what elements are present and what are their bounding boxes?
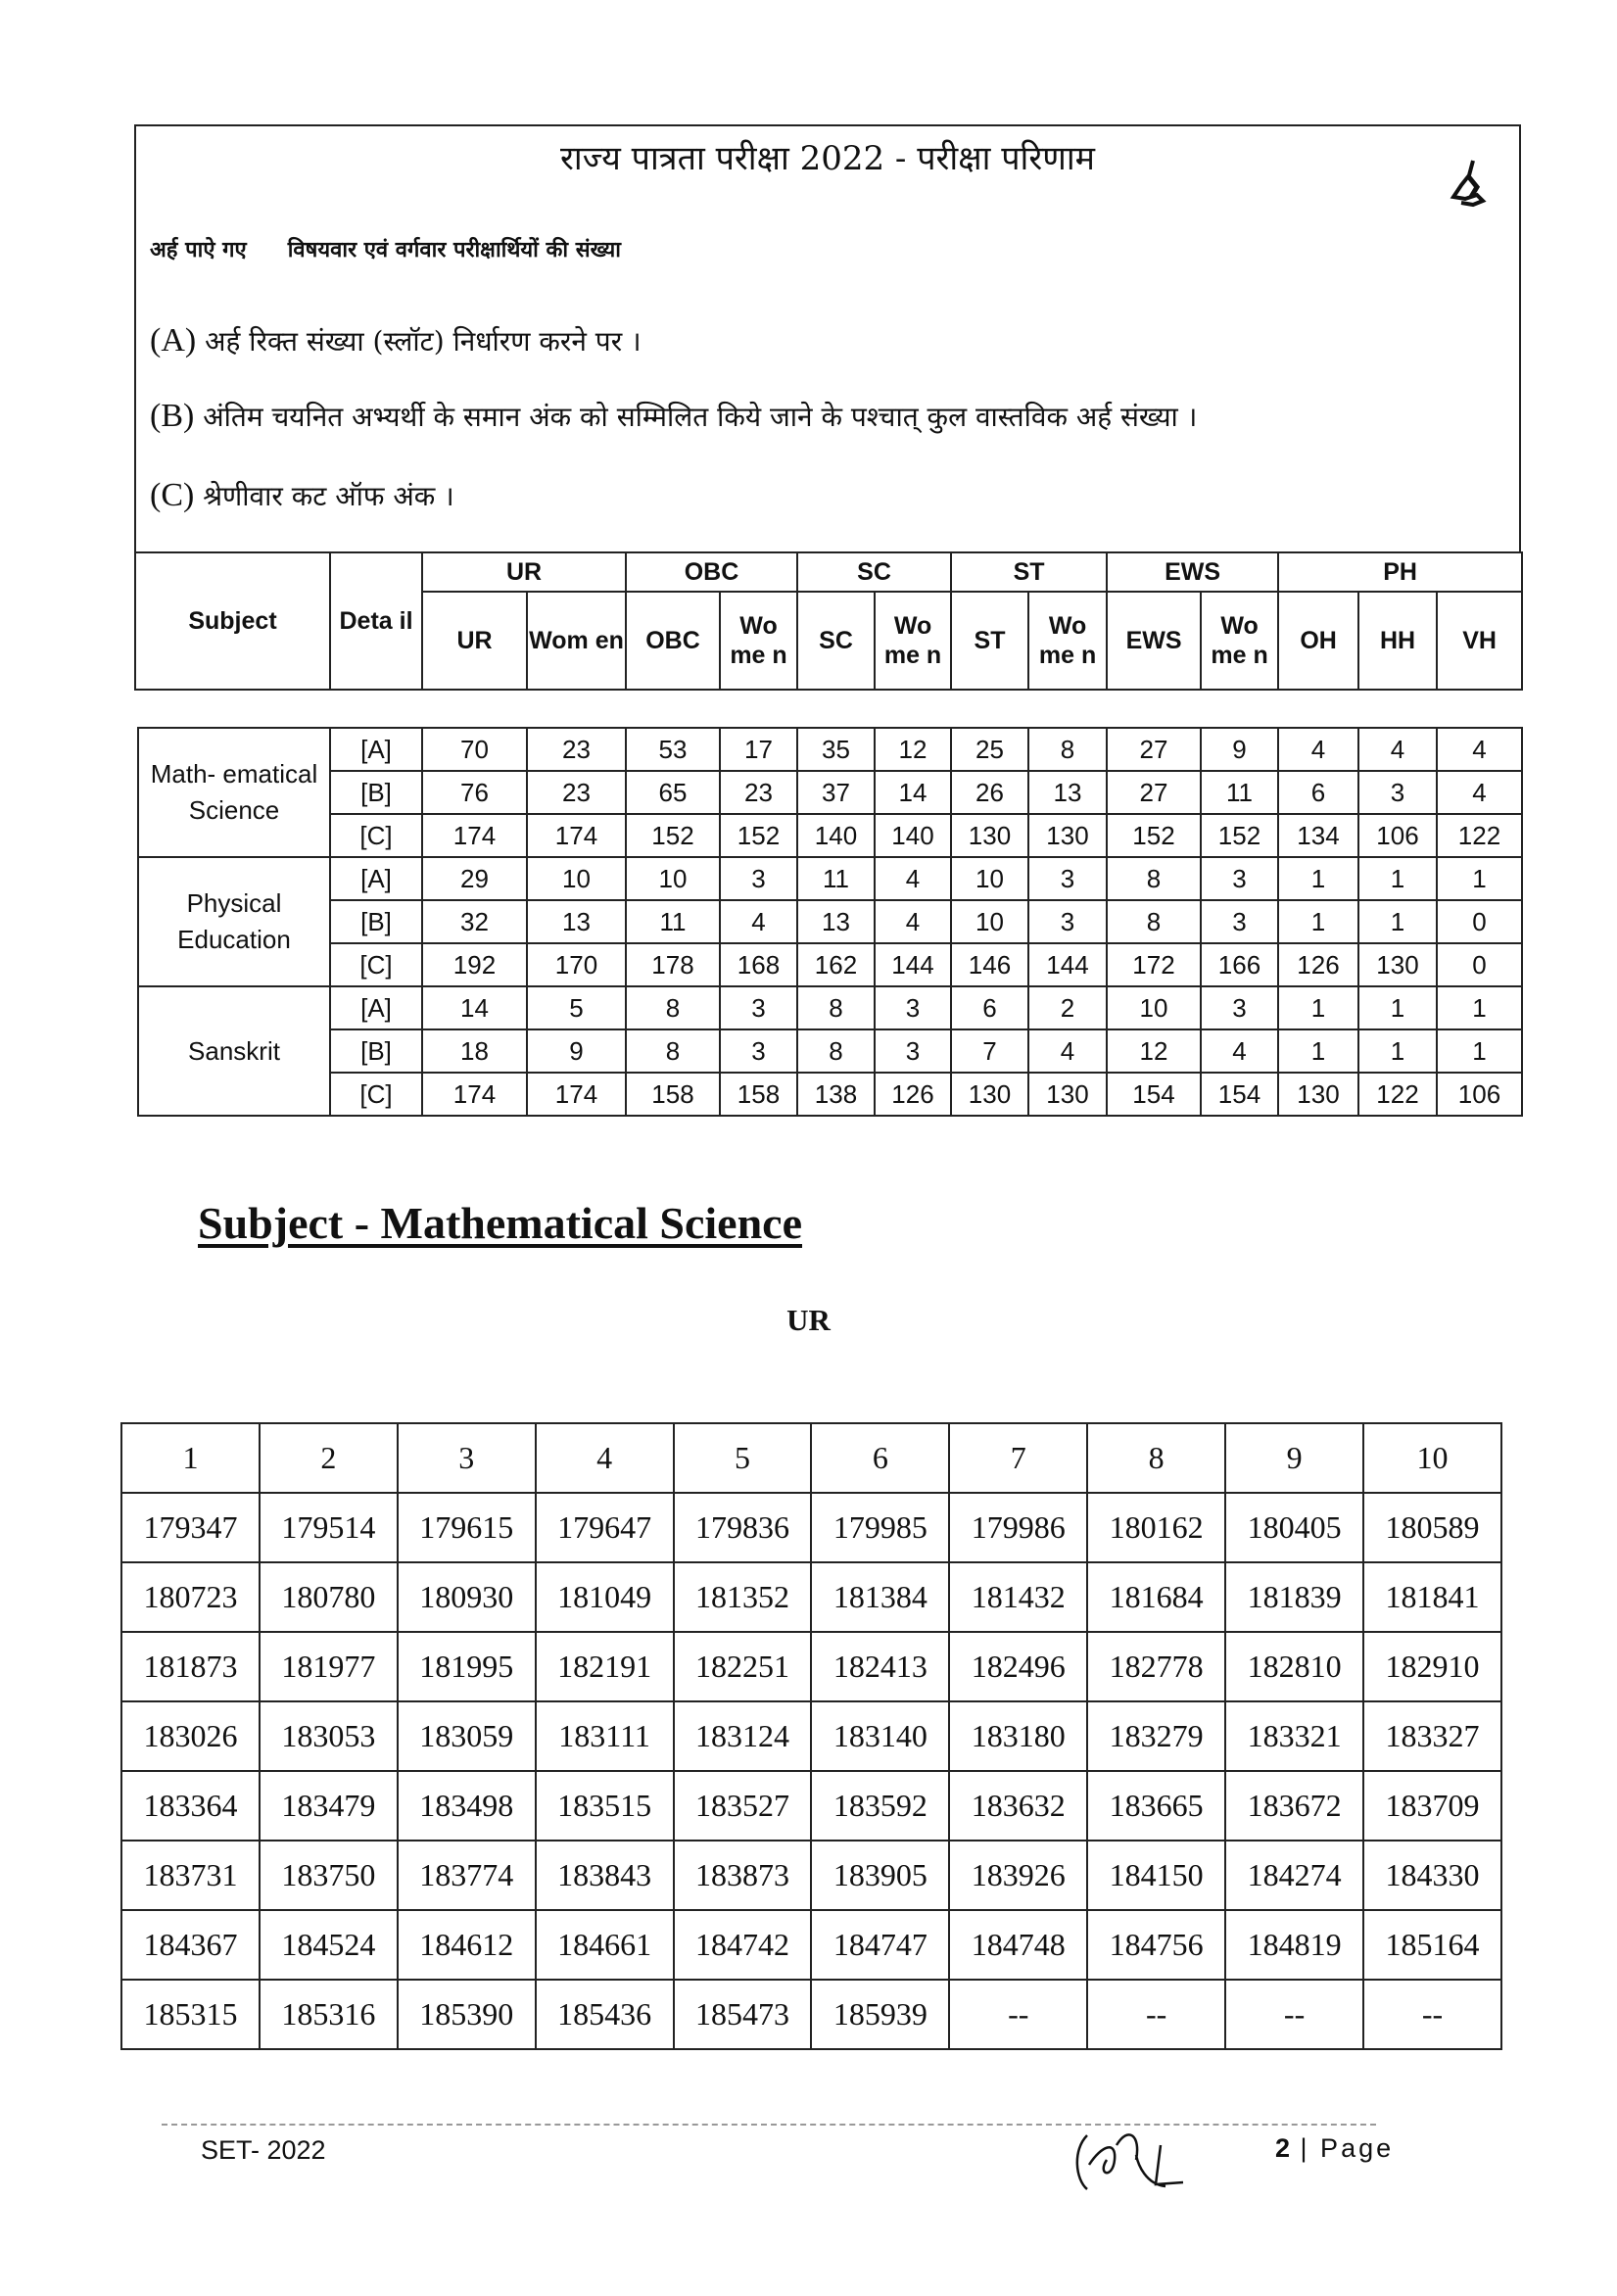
value-cell: 1 bbox=[1437, 986, 1522, 1029]
note-text: अंतिम चयनित अभ्यर्थी के समान अंक को सम्मिलित किये जाने के पश्चात् कुल वास्तविक अर्ह संख्या । bbox=[203, 401, 1198, 433]
value-cell: 162 bbox=[797, 943, 875, 986]
value-cell: 3 bbox=[1028, 900, 1107, 943]
value-cell: 122 bbox=[1437, 814, 1522, 857]
value-cell: 26 bbox=[951, 771, 1028, 814]
roll-number-cell: 183515 bbox=[536, 1771, 674, 1841]
table-row bbox=[121, 1980, 1501, 2049]
roll-number-cell: 181995 bbox=[398, 1632, 536, 1701]
table-row bbox=[138, 900, 1522, 943]
page-indicator bbox=[1275, 2133, 1394, 2164]
value-cell: 106 bbox=[1358, 814, 1437, 857]
roll-number-cell: 184367 bbox=[121, 1910, 260, 1980]
roll-number-cell: 182778 bbox=[1087, 1632, 1225, 1701]
roll-number-cell: 181839 bbox=[1225, 1562, 1363, 1632]
roll-number-cell: 185939 bbox=[811, 1980, 949, 2049]
result-table-header bbox=[134, 551, 1523, 691]
roll-number-cell: 179986 bbox=[949, 1493, 1087, 1562]
value-cell: 14 bbox=[422, 986, 527, 1029]
roll-number-cell: 185390 bbox=[398, 1980, 536, 2049]
roll-number-cell: 181049 bbox=[536, 1562, 674, 1632]
roll-number-cell: 183926 bbox=[949, 1841, 1087, 1910]
note-key: (B) bbox=[150, 398, 195, 434]
detail-cell: [B] bbox=[330, 771, 422, 814]
value-cell: 27 bbox=[1107, 728, 1201, 771]
value-cell: 152 bbox=[626, 814, 720, 857]
detail-cell: [A] bbox=[330, 728, 422, 771]
value-cell: 10 bbox=[951, 900, 1028, 943]
roll-number-cell: 182496 bbox=[949, 1632, 1087, 1701]
value-cell: 168 bbox=[720, 943, 797, 986]
value-cell: 152 bbox=[1107, 814, 1201, 857]
value-cell: 174 bbox=[527, 814, 626, 857]
subheader-cell: UR bbox=[422, 592, 527, 690]
detail-cell: [B] bbox=[330, 1029, 422, 1073]
value-cell: 25 bbox=[951, 728, 1028, 771]
group-header: SC bbox=[797, 552, 951, 592]
note-text: श्रेणीवार कट ऑफ अंक । bbox=[203, 480, 454, 512]
value-cell: 76 bbox=[422, 771, 527, 814]
roll-number-cell: 183026 bbox=[121, 1701, 260, 1771]
subheader-cell: Wo me n bbox=[1028, 592, 1107, 690]
value-cell: 170 bbox=[527, 943, 626, 986]
value-cell: 130 bbox=[1028, 1073, 1107, 1116]
roll-header-cell: 2 bbox=[260, 1423, 398, 1493]
roll-number-cell: 183774 bbox=[398, 1841, 536, 1910]
roll-number-cell: 183053 bbox=[260, 1701, 398, 1771]
value-cell: 140 bbox=[875, 814, 951, 857]
roll-header-cell: 6 bbox=[811, 1423, 949, 1493]
detail-cell: [A] bbox=[330, 986, 422, 1029]
roll-number-cell: 184330 bbox=[1363, 1841, 1501, 1910]
value-cell: 130 bbox=[1358, 943, 1437, 986]
value-cell: 1 bbox=[1358, 986, 1437, 1029]
value-cell: 154 bbox=[1107, 1073, 1201, 1116]
value-cell: 9 bbox=[1201, 728, 1278, 771]
roll-number-cell: 185164 bbox=[1363, 1910, 1501, 1980]
detail-cell: [B] bbox=[330, 900, 422, 943]
roll-number-cell: 183843 bbox=[536, 1841, 674, 1910]
roll-number-cell: 183140 bbox=[811, 1701, 949, 1771]
value-cell: 4 bbox=[1201, 1029, 1278, 1073]
roll-number-cell: 182810 bbox=[1225, 1632, 1363, 1701]
value-cell: 3 bbox=[1201, 986, 1278, 1029]
subheader-cell: ST bbox=[951, 592, 1028, 690]
roll-number-cell: 181977 bbox=[260, 1632, 398, 1701]
roll-number-cell: 180162 bbox=[1087, 1493, 1225, 1562]
page-number: 2 bbox=[1275, 2133, 1291, 2163]
value-cell: 37 bbox=[797, 771, 875, 814]
table-row bbox=[121, 1771, 1501, 1841]
value-cell: 8 bbox=[626, 986, 720, 1029]
value-cell: 10 bbox=[626, 857, 720, 900]
roll-number-cell: 183731 bbox=[121, 1841, 260, 1910]
value-cell: 122 bbox=[1358, 1073, 1437, 1116]
page-label: | Page bbox=[1300, 2133, 1395, 2163]
roll-number-cell: 184756 bbox=[1087, 1910, 1225, 1980]
value-cell: 154 bbox=[1201, 1073, 1278, 1116]
value-cell: 3 bbox=[875, 1029, 951, 1073]
value-cell: 53 bbox=[626, 728, 720, 771]
roll-number-cell: 179347 bbox=[121, 1493, 260, 1562]
roll-header-cell: 9 bbox=[1225, 1423, 1363, 1493]
detail-cell: [A] bbox=[330, 857, 422, 900]
value-cell: 130 bbox=[951, 814, 1028, 857]
value-cell: 192 bbox=[422, 943, 527, 986]
roll-number-cell: 184748 bbox=[949, 1910, 1087, 1980]
value-cell: 172 bbox=[1107, 943, 1201, 986]
value-cell: 126 bbox=[1278, 943, 1358, 986]
subheader-cell: HH bbox=[1358, 592, 1437, 690]
value-cell: 126 bbox=[875, 1073, 951, 1116]
roll-number-table bbox=[120, 1422, 1502, 2050]
subject-cell: Sanskrit bbox=[138, 986, 330, 1116]
note-b bbox=[150, 398, 1197, 435]
subheader-cell: Wo me n bbox=[875, 592, 951, 690]
subheader-cell: EWS bbox=[1107, 592, 1201, 690]
roll-number-cell: 181841 bbox=[1363, 1562, 1501, 1632]
value-cell: 12 bbox=[1107, 1029, 1201, 1073]
value-cell: 1 bbox=[1358, 1029, 1437, 1073]
value-cell: 1 bbox=[1358, 900, 1437, 943]
roll-number-cell: 180723 bbox=[121, 1562, 260, 1632]
value-cell: 134 bbox=[1278, 814, 1358, 857]
roll-number-cell: 182251 bbox=[674, 1632, 812, 1701]
value-cell: 8 bbox=[1107, 900, 1201, 943]
value-cell: 158 bbox=[626, 1073, 720, 1116]
roll-number-cell: 184819 bbox=[1225, 1910, 1363, 1980]
roll-header-cell: 10 bbox=[1363, 1423, 1501, 1493]
roll-number-cell: 180780 bbox=[260, 1562, 398, 1632]
subject-cell: Math- ematical Science bbox=[138, 728, 330, 857]
roll-header-cell: 3 bbox=[398, 1423, 536, 1493]
subtitle-left: अर्ह पाऐ गए bbox=[150, 238, 247, 263]
roll-number-cell: 181873 bbox=[121, 1632, 260, 1701]
subheader-cell: VH bbox=[1437, 592, 1522, 690]
value-cell: 144 bbox=[1028, 943, 1107, 986]
roll-number-cell: 179514 bbox=[260, 1493, 398, 1562]
table-row bbox=[138, 1029, 1522, 1073]
value-cell: 140 bbox=[797, 814, 875, 857]
roll-number-cell: 180589 bbox=[1363, 1493, 1501, 1562]
roll-number-cell: 179615 bbox=[398, 1493, 536, 1562]
value-cell: 3 bbox=[720, 1029, 797, 1073]
value-cell: 0 bbox=[1437, 943, 1522, 986]
roll-number-cell: 183750 bbox=[260, 1841, 398, 1910]
subheader-cell: Wom en bbox=[527, 592, 626, 690]
category-label: UR bbox=[786, 1303, 831, 1337]
roll-number-cell: 179985 bbox=[811, 1493, 949, 1562]
detail-cell: [C] bbox=[330, 943, 422, 986]
roll-number-cell: 185316 bbox=[260, 1980, 398, 2049]
value-cell: 1 bbox=[1278, 900, 1358, 943]
roll-number-cell: 181352 bbox=[674, 1562, 812, 1632]
value-cell: 10 bbox=[1107, 986, 1201, 1029]
value-cell: 130 bbox=[1028, 814, 1107, 857]
value-cell: 70 bbox=[422, 728, 527, 771]
subheader-cell: SC bbox=[797, 592, 875, 690]
value-cell: 4 bbox=[1278, 728, 1358, 771]
value-cell: 11 bbox=[626, 900, 720, 943]
roll-number-cell: 179647 bbox=[536, 1493, 674, 1562]
value-cell: 4 bbox=[1358, 728, 1437, 771]
value-cell: 1 bbox=[1278, 986, 1358, 1029]
roll-number-cell: 184661 bbox=[536, 1910, 674, 1980]
roll-number-cell: 182413 bbox=[811, 1632, 949, 1701]
table-row bbox=[138, 1073, 1522, 1116]
value-cell: 11 bbox=[1201, 771, 1278, 814]
subject-header: Subject bbox=[135, 552, 330, 690]
roll-number-cell: -- bbox=[1363, 1980, 1501, 2049]
value-cell: 3 bbox=[720, 986, 797, 1029]
value-cell: 1 bbox=[1278, 857, 1358, 900]
subheader-cell: Wo me n bbox=[1201, 592, 1278, 690]
value-cell: 178 bbox=[626, 943, 720, 986]
value-cell: 4 bbox=[720, 900, 797, 943]
value-cell: 11 bbox=[797, 857, 875, 900]
roll-number-cell: 183632 bbox=[949, 1771, 1087, 1841]
table-row bbox=[121, 1910, 1501, 1980]
value-cell: 174 bbox=[422, 814, 527, 857]
value-cell: 8 bbox=[1107, 857, 1201, 900]
roll-number-cell: 183279 bbox=[1087, 1701, 1225, 1771]
value-cell: 17 bbox=[720, 728, 797, 771]
roll-number-cell: 185473 bbox=[674, 1980, 812, 2049]
roll-number-cell: 181432 bbox=[949, 1562, 1087, 1632]
value-cell: 5 bbox=[527, 986, 626, 1029]
roll-number-cell: 184612 bbox=[398, 1910, 536, 1980]
group-header: PH bbox=[1278, 552, 1522, 592]
value-cell: 130 bbox=[1278, 1073, 1358, 1116]
value-cell: 1 bbox=[1278, 1029, 1358, 1073]
roll-number-cell: 183592 bbox=[811, 1771, 949, 1841]
value-cell: 27 bbox=[1107, 771, 1201, 814]
value-cell: 13 bbox=[527, 900, 626, 943]
table-row bbox=[121, 1701, 1501, 1771]
value-cell: 3 bbox=[720, 857, 797, 900]
value-cell: 18 bbox=[422, 1029, 527, 1073]
table-row bbox=[138, 814, 1522, 857]
roll-number-cell: 180405 bbox=[1225, 1493, 1363, 1562]
roll-number-cell: 183327 bbox=[1363, 1701, 1501, 1771]
group-header: ST bbox=[951, 552, 1107, 592]
value-cell: 8 bbox=[797, 1029, 875, 1073]
roll-number-cell: 184274 bbox=[1225, 1841, 1363, 1910]
roll-number-cell: 184747 bbox=[811, 1910, 949, 1980]
value-cell: 23 bbox=[527, 728, 626, 771]
roll-number-cell: -- bbox=[949, 1980, 1087, 2049]
value-cell: 10 bbox=[951, 857, 1028, 900]
note-a bbox=[150, 322, 642, 359]
roll-number-cell: 185436 bbox=[536, 1980, 674, 2049]
value-cell: 1 bbox=[1437, 857, 1522, 900]
roll-number-cell: 183905 bbox=[811, 1841, 949, 1910]
roll-number-cell: 183180 bbox=[949, 1701, 1087, 1771]
subtitle-right: विषयवार एवं वर्गवार परीक्षार्थियों की संख्या bbox=[287, 238, 621, 263]
roll-number-cell: 184742 bbox=[674, 1910, 812, 1980]
group-header: EWS bbox=[1107, 552, 1278, 592]
header-box bbox=[134, 124, 1521, 551]
value-cell: 152 bbox=[720, 814, 797, 857]
subheader-cell: Wo me n bbox=[720, 592, 797, 690]
value-cell: 4 bbox=[1437, 728, 1522, 771]
roll-number-cell: 179836 bbox=[674, 1493, 812, 1562]
roll-number-cell: 183111 bbox=[536, 1701, 674, 1771]
roll-number-cell: 183527 bbox=[674, 1771, 812, 1841]
subject-cell: Physical Education bbox=[138, 857, 330, 986]
group-header: OBC bbox=[626, 552, 797, 592]
section-title: Subject - Mathematical Science bbox=[198, 1198, 803, 1248]
table-row bbox=[138, 857, 1522, 900]
value-cell: 2 bbox=[1028, 986, 1107, 1029]
signature-initials bbox=[1068, 2106, 1205, 2224]
roll-number-cell: 183672 bbox=[1225, 1771, 1363, 1841]
roll-header-cell: 7 bbox=[949, 1423, 1087, 1493]
value-cell: 3 bbox=[875, 986, 951, 1029]
roll-number-cell: 183665 bbox=[1087, 1771, 1225, 1841]
result-table bbox=[137, 727, 1523, 1117]
roll-number-cell: 182910 bbox=[1363, 1632, 1501, 1701]
value-cell: 158 bbox=[720, 1073, 797, 1116]
roll-number-cell: 183321 bbox=[1225, 1701, 1363, 1771]
roll-number-cell: 184150 bbox=[1087, 1841, 1225, 1910]
value-cell: 1 bbox=[1358, 857, 1437, 900]
value-cell: 0 bbox=[1437, 900, 1522, 943]
value-cell: 29 bbox=[422, 857, 527, 900]
value-cell: 152 bbox=[1201, 814, 1278, 857]
value-cell: 6 bbox=[1278, 771, 1358, 814]
value-cell: 146 bbox=[951, 943, 1028, 986]
group-header: UR bbox=[422, 552, 626, 592]
roll-number-cell: 181684 bbox=[1087, 1562, 1225, 1632]
roll-number-cell: 183498 bbox=[398, 1771, 536, 1841]
table-row bbox=[121, 1493, 1501, 1562]
value-cell: 4 bbox=[1028, 1029, 1107, 1073]
value-cell: 174 bbox=[527, 1073, 626, 1116]
value-cell: 3 bbox=[1358, 771, 1437, 814]
roll-number-cell: 183873 bbox=[674, 1841, 812, 1910]
roll-number-cell: 181384 bbox=[811, 1562, 949, 1632]
value-cell: 12 bbox=[875, 728, 951, 771]
subheader-cell: OH bbox=[1278, 592, 1358, 690]
value-cell: 4 bbox=[1437, 771, 1522, 814]
value-cell: 174 bbox=[422, 1073, 527, 1116]
table-row bbox=[138, 943, 1522, 986]
value-cell: 138 bbox=[797, 1073, 875, 1116]
detail-header: Deta il bbox=[330, 552, 422, 690]
note-key: (A) bbox=[150, 322, 197, 359]
note-key: (C) bbox=[150, 477, 195, 513]
value-cell: 166 bbox=[1201, 943, 1278, 986]
value-cell: 7 bbox=[951, 1029, 1028, 1073]
document-title: राज्य पात्रता परीक्षा 2022 - परीक्षा परिणाम bbox=[560, 139, 1095, 178]
value-cell: 3 bbox=[1201, 900, 1278, 943]
value-cell: 3 bbox=[1028, 857, 1107, 900]
footer-label: SET- 2022 bbox=[201, 2135, 326, 2165]
value-cell: 144 bbox=[875, 943, 951, 986]
detail-cell: [C] bbox=[330, 814, 422, 857]
roll-number-cell: 184524 bbox=[260, 1910, 398, 1980]
roll-header-row bbox=[121, 1423, 1501, 1493]
table-row bbox=[138, 986, 1522, 1029]
value-cell: 106 bbox=[1437, 1073, 1522, 1116]
subtitle bbox=[150, 234, 621, 263]
value-cell: 9 bbox=[527, 1029, 626, 1073]
table-row bbox=[138, 728, 1522, 771]
subheader-cell: OBC bbox=[626, 592, 720, 690]
value-cell: 1 bbox=[1437, 1029, 1522, 1073]
note-text: अर्ह रिक्त संख्या (स्लॉट) निर्धारण करने पर । bbox=[205, 325, 642, 358]
value-cell: 130 bbox=[951, 1073, 1028, 1116]
roll-number-cell: 183709 bbox=[1363, 1771, 1501, 1841]
detail-cell: [C] bbox=[330, 1073, 422, 1116]
roll-header-cell: 8 bbox=[1087, 1423, 1225, 1493]
roll-number-cell: 185315 bbox=[121, 1980, 260, 2049]
value-cell: 4 bbox=[875, 900, 951, 943]
roll-number-cell: 180930 bbox=[398, 1562, 536, 1632]
value-cell: 10 bbox=[527, 857, 626, 900]
roll-number-cell: -- bbox=[1225, 1980, 1363, 2049]
roll-header-cell: 1 bbox=[121, 1423, 260, 1493]
value-cell: 14 bbox=[875, 771, 951, 814]
roll-number-cell: 183124 bbox=[674, 1701, 812, 1771]
value-cell: 3 bbox=[1201, 857, 1278, 900]
value-cell: 13 bbox=[797, 900, 875, 943]
value-cell: 6 bbox=[951, 986, 1028, 1029]
value-cell: 8 bbox=[797, 986, 875, 1029]
roll-number-cell: 183059 bbox=[398, 1701, 536, 1771]
roll-number-cell: -- bbox=[1087, 1980, 1225, 2049]
value-cell: 8 bbox=[626, 1029, 720, 1073]
value-cell: 23 bbox=[720, 771, 797, 814]
value-cell: 65 bbox=[626, 771, 720, 814]
roll-number-cell: 183364 bbox=[121, 1771, 260, 1841]
value-cell: 8 bbox=[1028, 728, 1107, 771]
roll-number-cell: 183479 bbox=[260, 1771, 398, 1841]
value-cell: 13 bbox=[1028, 771, 1107, 814]
roll-header-cell: 4 bbox=[536, 1423, 674, 1493]
table-row bbox=[121, 1562, 1501, 1632]
roll-number-cell: 182191 bbox=[536, 1632, 674, 1701]
roll-header-cell: 5 bbox=[674, 1423, 812, 1493]
table-row bbox=[121, 1632, 1501, 1701]
value-cell: 32 bbox=[422, 900, 527, 943]
table-row bbox=[121, 1841, 1501, 1910]
value-cell: 23 bbox=[527, 771, 626, 814]
note-c bbox=[150, 477, 454, 514]
table-row bbox=[138, 771, 1522, 814]
value-cell: 4 bbox=[875, 857, 951, 900]
value-cell: 35 bbox=[797, 728, 875, 771]
signature-mark bbox=[1444, 156, 1502, 215]
